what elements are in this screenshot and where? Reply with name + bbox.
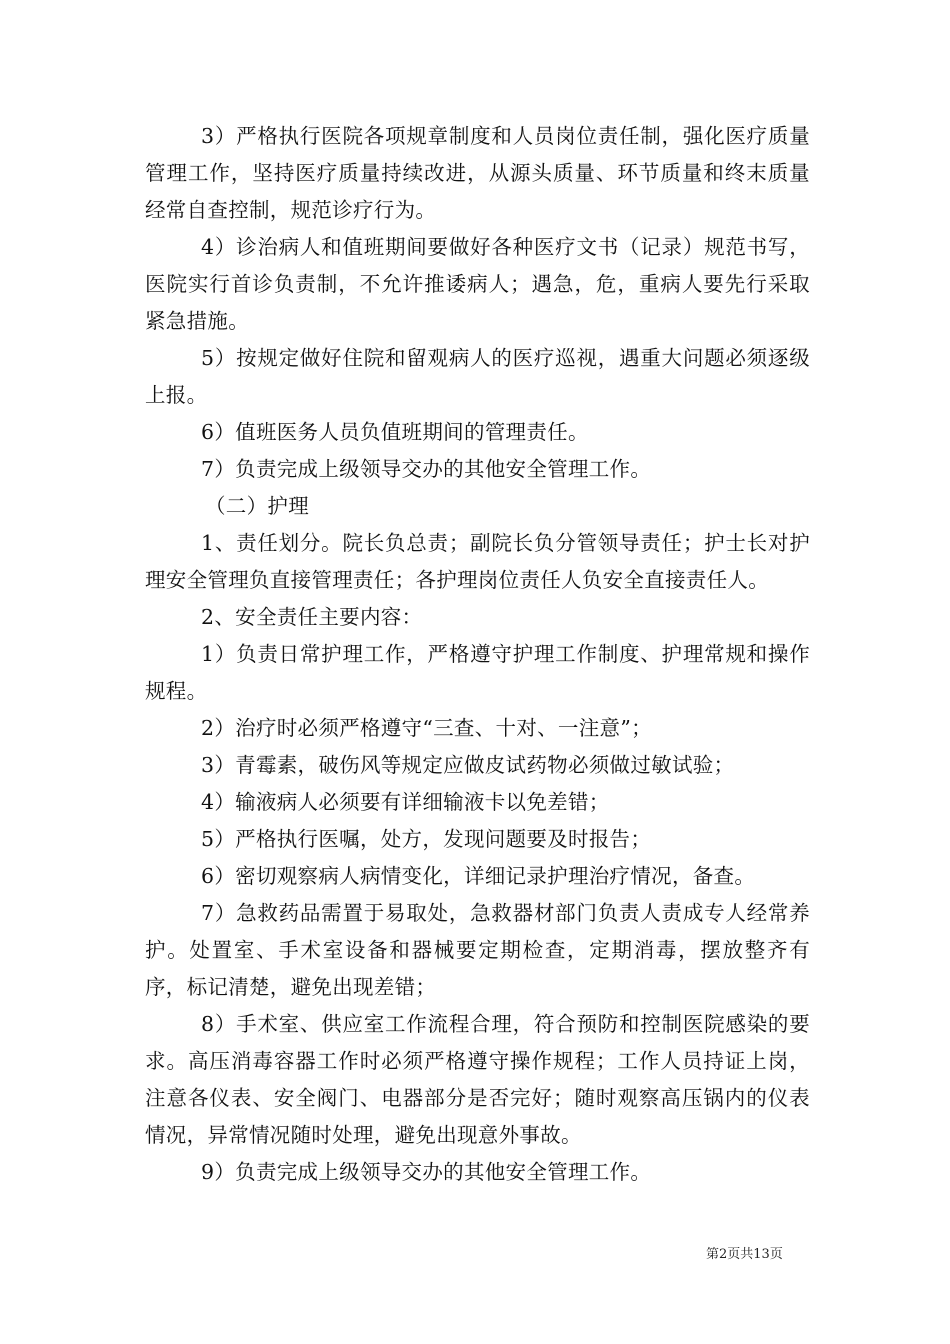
paragraph-nursing-item-9: 9）负责完成上级领导交办的其他安全管理工作。 — [201, 1160, 652, 1184]
paragraph-nursing-item-7: 7）急救药品需置于易取处，急救器材部门负责人责成专人经常养护。处置室、手术室设备和器械要定期检查，定期消毒，摆放整齐有序，标记清楚，避免出现差错； — [145, 901, 810, 999]
paragraph-medical-item-5: 5）按规定做好住院和留观病人的医疗巡视，遇重大问题必须逐级上报。 — [145, 346, 810, 407]
paragraph-medical-item-7: 7）负责完成上级领导交办的其他安全管理工作。 — [201, 457, 652, 481]
paragraph-medical-item-3: 3）严格执行医院各项规章制度和人员岗位责任制，强化医疗质量管理工作，坚持医疗质量持续改进，从源头质量、环节质量和终末质量经常自查控制，规范诊疗行为。 — [145, 124, 810, 222]
paragraph-medical-item-6: 6）值班医务人员负值班期间的管理责任。 — [201, 420, 589, 444]
paragraph-nursing-item-8: 8）手术室、供应室工作流程合理，符合预防和控制医院感染的要求。高压消毒容器工作时必须严格遵守操作规程；工作人员持证上岗，注意各仪表、安全阀门、电器部分是否完好；随时观察高压锅内的仪表情况，异常情况随时处理，避免出现意外事故。 — [145, 1012, 810, 1147]
paragraph-responsibility-division: 1、责任划分。院长负总责；副院长负分管领导责任；护士长对护理安全管理负直接管理责任；各护理岗位责任人负安全直接责任人。 — [145, 531, 810, 592]
section-heading-nursing: （二）护理 — [205, 494, 309, 518]
paragraph-safety-responsibility-title: 2、安全责任主要内容： — [201, 605, 423, 629]
paragraph-medical-item-4: 4）诊治病人和值班期间要做好各种医疗文书（记录）规范书写，医院实行首诊负责制，不允许推诿病人；遇急，危，重病人要先行采取紧急措施。 — [145, 235, 810, 333]
page-number-footer: 第2页共13页 — [706, 1247, 783, 1262]
document-body — [145, 118, 810, 1191]
paragraph-nursing-item-4: 4）输液病人必须要有详细输液卡以免差错； — [201, 790, 610, 814]
paragraph-nursing-item-3: 3）青霉素，破伤风等规定应做皮试药物必须做过敏试验； — [201, 753, 735, 777]
paragraph-nursing-item-2: 2）治疗时必须严格遵守“三查、十对、一注意”； — [201, 716, 652, 740]
paragraph-nursing-item-6: 6）密切观察病人病情变化，详细记录护理治疗情况，备查。 — [201, 864, 756, 888]
paragraph-nursing-item-1: 1）负责日常护理工作，严格遵守护理工作制度、护理常规和操作规程。 — [145, 642, 810, 703]
paragraph-nursing-item-5: 5）严格执行医嘱，处方，发现问题要及时报告； — [201, 827, 652, 851]
